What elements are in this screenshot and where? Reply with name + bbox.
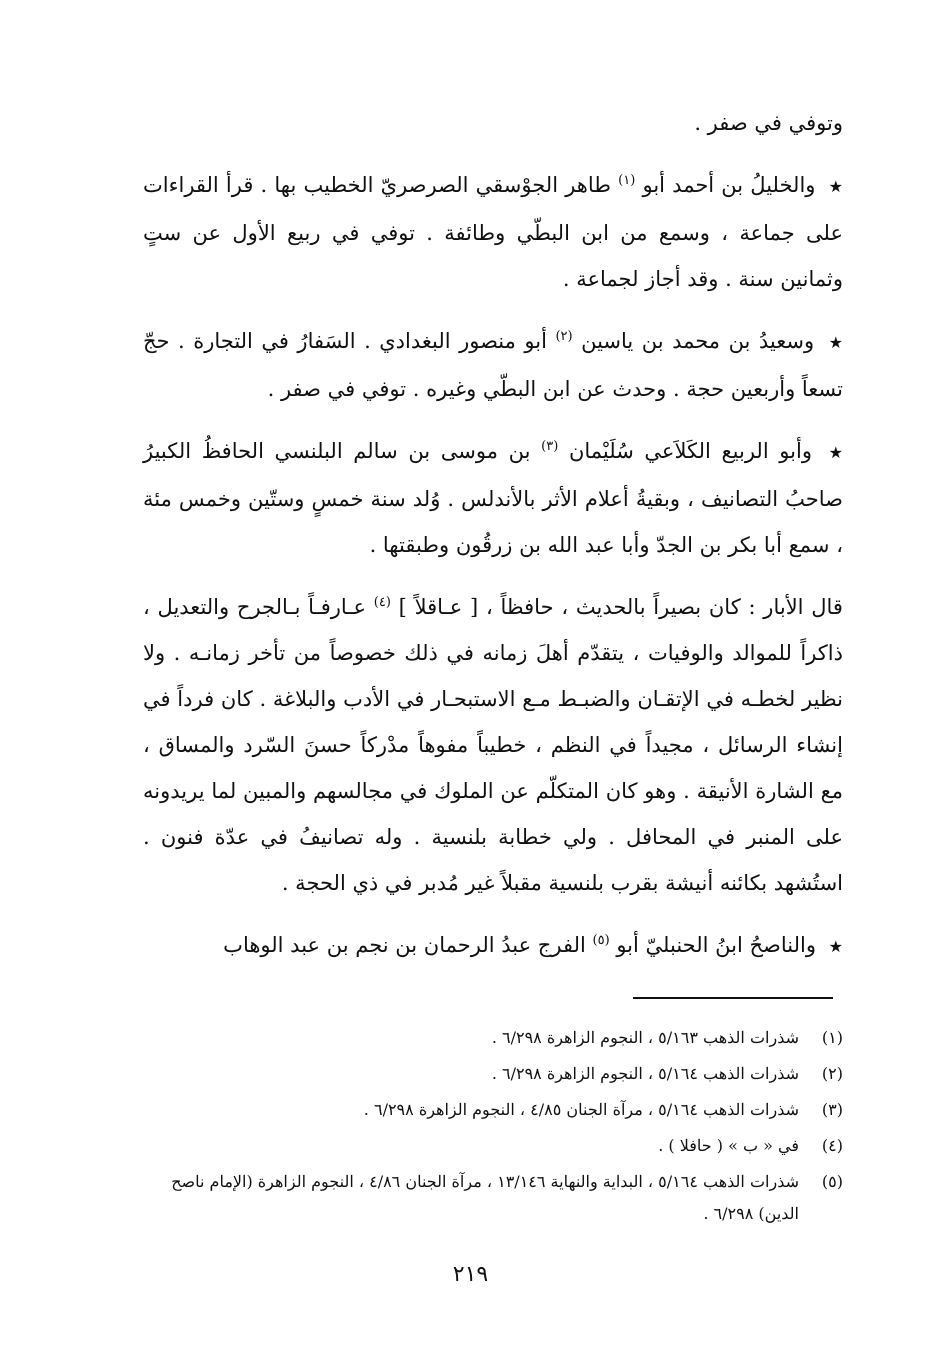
footnote-text: شذرات الذهب ٥/١٦٤ ، البداية والنهاية ١٣/١٤٦ ، مرآة الجنان ٤/٨٦ ، النجوم الزاهرة (الإمام ناصح الدين) ٦/٢٩٨ . bbox=[171, 1172, 799, 1223]
quote-text: قال الأبار : كان بصيراً بالحديث ، حافظاً ، [ عـاقلاً ] bbox=[398, 595, 843, 619]
footnote-item bbox=[143, 1058, 843, 1090]
entry-text: طاهر الجوْسقي الصرصريّ الخطيب بها . قرأ القراءات على جماعة ، وسمع من ابن البطّي وطائفة . توفي في ربيع الأول عن ستٍ وثمانين سنة . وقد أجاز لجماعة . bbox=[143, 173, 843, 291]
entry-text: أبو منصور البغدادي . السَفارُ في التجارة . حجّ تسعاً وأربعين حجة . وحدث عن ابن البطّي وغيره . توفي في صفر . bbox=[143, 329, 843, 401]
entry-text: والناصحُ ابنُ الحنبليّ أبو bbox=[616, 933, 816, 957]
footnote-text: في « ب » ( حافلا ) . bbox=[658, 1136, 799, 1155]
entry-text: والخليلُ بن أحمد أبو bbox=[642, 173, 816, 197]
footnote-number: (١) bbox=[821, 1028, 843, 1047]
footnote-item bbox=[143, 1094, 843, 1126]
entry-khalil bbox=[143, 162, 843, 302]
entry-text: وأبو الربيع الكَلاَعي سُلَيْمان bbox=[568, 439, 812, 463]
footnote-ref: (٣) bbox=[541, 439, 559, 454]
footnote-ref: (٢) bbox=[555, 329, 573, 344]
footnote-ref: (٥) bbox=[592, 933, 610, 948]
footnote-divider bbox=[633, 997, 833, 999]
main-text bbox=[143, 100, 843, 986]
entry-nasih bbox=[143, 922, 843, 970]
abar-quote bbox=[143, 584, 843, 906]
footnote-ref: (١) bbox=[618, 173, 636, 188]
footnote-item bbox=[143, 1166, 843, 1230]
footnote-item bbox=[143, 1130, 843, 1162]
footnote-item bbox=[143, 1022, 843, 1054]
entry-abu-rabi bbox=[143, 428, 843, 568]
entry-text: وسعيدُ بن محمد بن ياسين bbox=[581, 329, 815, 353]
star-icon: ★ bbox=[828, 937, 843, 956]
star-icon: ★ bbox=[828, 177, 843, 196]
entry-text: بن موسى بن سالم البلنسي الحافظُ الكبيرُ صاحبُ التصانيف ، وبقيةُ أعلام الأثر بالأندلس . وُلد سنة خمسٍ وستّين وخمس مئة ، سمع أبا بكر بن الجدّ وأبا عبد الله بن زرقُون وطبقتها . bbox=[143, 439, 843, 557]
star-icon: ★ bbox=[828, 333, 843, 352]
page-number: ٢١٩ bbox=[452, 1262, 489, 1287]
entry-text: الفرج عبدُ الرحمان بن نجم بن عبد الوهاب bbox=[223, 933, 586, 957]
star-icon: ★ bbox=[828, 443, 843, 462]
quote-text: عـارفـاً بـالجرح والتعديل ، ذاكراً للموالد والوفيات ، يتقدّم أهلَ زمانه في ذلك خصوصاً من تأخر زمانـه . ولا نظير لخطـه في الإتقـان والضبـط مـع الاستبحـار في الأدب والبلاغة . كان فرداً في إنشاء الرسائل ، مجيداً في النظم ، خطيباً مفوهاً مدْركاً حسنَ السّرد والمساق ، مع الشارة الأنيقة . وهو كان المتكلّم عن الملوك في مجالسهم والمبين لما يريدونه على المنبر في المحافل . ولي خطابة بلنسية . وله تصانيفُ في عدّة فنون . استُشهد بكائنه أنيشة بقرب بلنسية مقبلاً غير مُدبر في ذي الحجة . bbox=[143, 595, 843, 895]
footnote-ref: (٤) bbox=[373, 595, 391, 610]
footnote-number: (٣) bbox=[821, 1100, 843, 1119]
footnote-number: (٤) bbox=[821, 1136, 843, 1155]
footnote-text: شذرات الذهب ٥/١٦٤ ، مرآة الجنان ٤/٨٥ ، النجوم الزاهرة ٦/٢٩٨ . bbox=[363, 1100, 799, 1119]
footnote-text: شذرات الذهب ٥/١٦٤ ، النجوم الزاهرة ٦/٢٩٨ . bbox=[491, 1064, 799, 1083]
entry-said bbox=[143, 318, 843, 412]
footnote-number: (٥) bbox=[821, 1172, 843, 1191]
opening-line: وتوفي في صفر . bbox=[694, 111, 843, 135]
footnotes bbox=[143, 1022, 843, 1234]
footnote-number: (٢) bbox=[821, 1064, 843, 1083]
footnote-text: شذرات الذهب ٥/١٦٣ ، النجوم الزاهرة ٦/٢٩٨ . bbox=[491, 1028, 799, 1047]
